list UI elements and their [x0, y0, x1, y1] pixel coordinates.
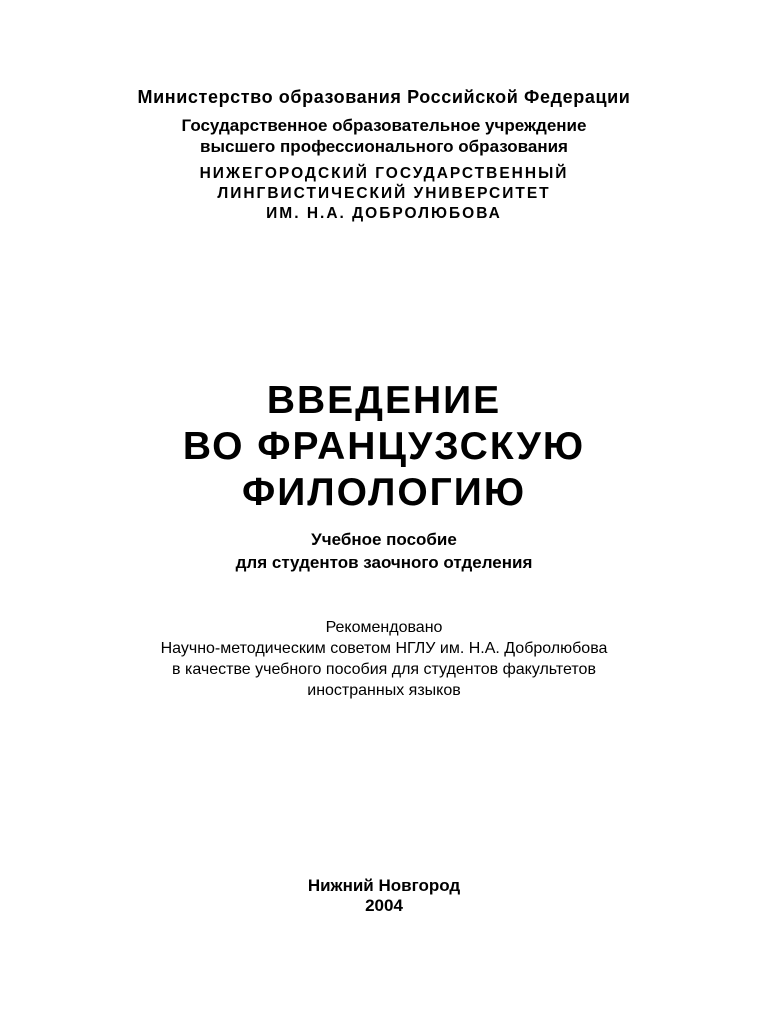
book-subtitle-line-1: Учебное пособие — [311, 530, 457, 549]
recommendation-line-3: в качестве учебного пособия для студентов факультетов — [172, 661, 596, 678]
institution-line-2: высшего профессионального образования — [200, 137, 568, 156]
university-line-3: ИМ. Н.А. ДОБРОЛЮБОВА — [266, 205, 502, 222]
book-title-line-3: ФИЛОЛОГИЮ — [241, 471, 527, 514]
imprint — [0, 876, 768, 916]
recommendation-line-4: иностранных языков — [307, 682, 461, 699]
university-line-2: ЛИНГВИСТИЧЕСКИЙ УНИВЕРСИТЕТ — [217, 185, 551, 202]
ministry-heading — [0, 86, 768, 108]
book-subtitle — [0, 528, 768, 574]
book-subtitle-line-2: для студентов заочного отделения — [235, 553, 533, 572]
book-title — [0, 378, 768, 516]
book-title-line-1: ВВЕДЕНИЕ — [266, 379, 502, 422]
institution-heading — [0, 115, 768, 157]
university-name — [0, 164, 768, 224]
recommendation-line-1: Рекомендовано — [325, 619, 443, 636]
ministry-line: Министерство образования Российской Федерации — [137, 87, 631, 107]
institution-line-1: Государственное образовательное учреждение — [181, 116, 587, 135]
imprint-city: Нижний Новгород — [307, 876, 461, 895]
book-title-line-2: ВО ФРАНЦУЗСКУЮ — [182, 425, 586, 468]
imprint-year: 2004 — [365, 896, 403, 915]
recommendation-line-2: Научно-методическим советом НГЛУ им. Н.А. Добролюбова — [160, 640, 608, 657]
university-line-1: НИЖЕГОРОДСКИЙ ГОСУДАРСТВЕННЫЙ — [199, 165, 569, 182]
recommendation-note — [0, 617, 768, 701]
